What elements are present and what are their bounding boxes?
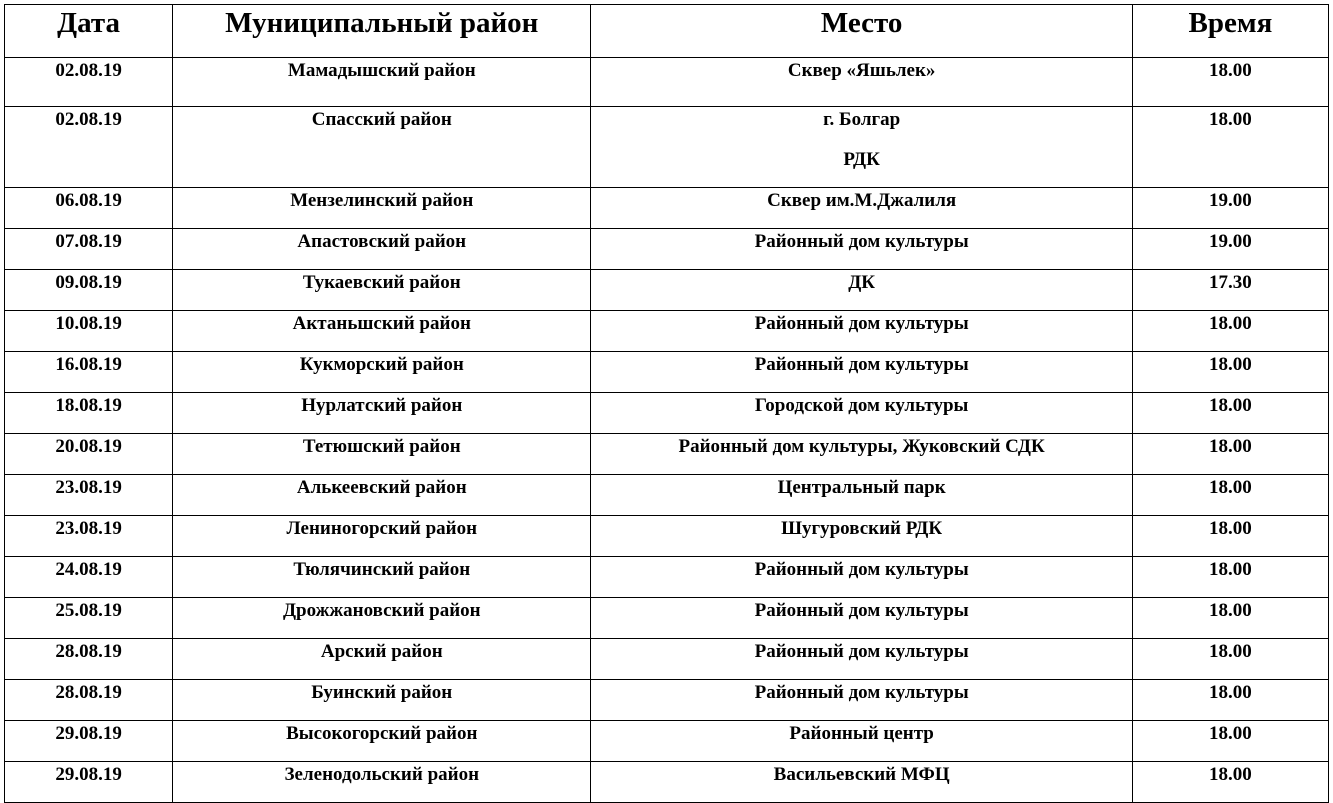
cell-place	[591, 107, 1132, 188]
cell-date: 24.08.19	[5, 557, 173, 598]
cell-time: 18.00	[1132, 516, 1328, 557]
cell-place	[591, 270, 1132, 311]
place-line: Городской дом культуры	[754, 395, 969, 416]
cell-district: Арский район	[173, 639, 591, 680]
table-row	[5, 639, 1329, 680]
cell-time: 18.00	[1132, 475, 1328, 516]
table-row	[5, 188, 1329, 229]
cell-district: Мензелинский район	[173, 188, 591, 229]
cell-time: 18.00	[1132, 721, 1328, 762]
cell-time: 18.00	[1132, 434, 1328, 475]
place-line: ДК	[848, 272, 876, 293]
cell-date: 09.08.19	[5, 270, 173, 311]
cell-place	[591, 598, 1132, 639]
cell-place	[591, 229, 1132, 270]
place-line: Васильевский МФЦ	[773, 764, 950, 785]
place-line: Районный центр	[789, 723, 934, 744]
table-row	[5, 229, 1329, 270]
place-line: Районный дом культуры	[754, 600, 969, 621]
place-line: Районный дом культуры, Жуковский СДК	[678, 436, 1045, 457]
cell-district: Кукморский район	[173, 352, 591, 393]
cell-date: 02.08.19	[5, 58, 173, 107]
place-line: Шугуровский РДК	[781, 518, 943, 539]
cell-time: 18.00	[1132, 58, 1328, 107]
cell-date: 29.08.19	[5, 762, 173, 803]
place-line: Районный дом культуры	[754, 231, 969, 252]
cell-district: Тукаевский район	[173, 270, 591, 311]
cell-district: Лениногорский район	[173, 516, 591, 557]
cell-date: 28.08.19	[5, 639, 173, 680]
cell-place	[591, 352, 1132, 393]
table-row	[5, 762, 1329, 803]
cell-date: 28.08.19	[5, 680, 173, 721]
cell-place	[591, 557, 1132, 598]
cell-date: 18.08.19	[5, 393, 173, 434]
cell-district: Дрожжановский район	[173, 598, 591, 639]
table-row	[5, 721, 1329, 762]
place-line: Сквер им.М.Джалиля	[767, 190, 957, 211]
header-time: Время	[1132, 5, 1328, 58]
cell-time: 18.00	[1132, 598, 1328, 639]
cell-district: Высокогорский район	[173, 721, 591, 762]
cell-date: 10.08.19	[5, 311, 173, 352]
cell-place	[591, 58, 1132, 107]
place-line: г. Болгар	[823, 109, 901, 130]
header-place: Место	[591, 5, 1132, 58]
cell-date: 29.08.19	[5, 721, 173, 762]
cell-place	[591, 680, 1132, 721]
cell-date: 16.08.19	[5, 352, 173, 393]
cell-district: Тюлячинский район	[173, 557, 591, 598]
cell-place	[591, 516, 1132, 557]
cell-date: 06.08.19	[5, 188, 173, 229]
table-row	[5, 557, 1329, 598]
cell-date: 25.08.19	[5, 598, 173, 639]
cell-date: 02.08.19	[5, 107, 173, 188]
table-row	[5, 352, 1329, 393]
cell-place	[591, 639, 1132, 680]
cell-time: 18.00	[1132, 762, 1328, 803]
header-district: Муниципальный район	[173, 5, 591, 58]
table-row	[5, 270, 1329, 311]
cell-district: Зеленодольский район	[173, 762, 591, 803]
cell-district: Буинский район	[173, 680, 591, 721]
table-body	[5, 58, 1329, 803]
place-line-secondary: РДК	[843, 149, 880, 170]
table-row	[5, 311, 1329, 352]
cell-district: Спасский район	[173, 107, 591, 188]
cell-time: 17.30	[1132, 270, 1328, 311]
header-date: Дата	[5, 5, 173, 58]
table-row	[5, 516, 1329, 557]
table-row	[5, 680, 1329, 721]
table-row	[5, 434, 1329, 475]
cell-time: 18.00	[1132, 557, 1328, 598]
cell-place	[591, 434, 1132, 475]
table-row	[5, 393, 1329, 434]
cell-time: 19.00	[1132, 188, 1328, 229]
header-row	[5, 5, 1329, 58]
cell-time: 18.00	[1132, 393, 1328, 434]
cell-time: 18.00	[1132, 311, 1328, 352]
place-line: Районный дом культуры	[754, 313, 969, 334]
place-line: Сквер «Яшьлек»	[787, 60, 936, 81]
schedule-table	[4, 4, 1329, 803]
cell-district: Нурлатский район	[173, 393, 591, 434]
place-line: Районный дом культуры	[754, 559, 969, 580]
place-line: Районный дом культуры	[754, 354, 969, 375]
cell-time: 18.00	[1132, 639, 1328, 680]
cell-district: Тетюшский район	[173, 434, 591, 475]
cell-place	[591, 762, 1132, 803]
cell-place	[591, 311, 1132, 352]
cell-place	[591, 475, 1132, 516]
cell-date: 23.08.19	[5, 475, 173, 516]
cell-date: 23.08.19	[5, 516, 173, 557]
cell-district: Мамадышский район	[173, 58, 591, 107]
cell-time: 18.00	[1132, 107, 1328, 188]
cell-district: Алькеевский район	[173, 475, 591, 516]
cell-time: 18.00	[1132, 680, 1328, 721]
place-line: Районный дом культуры	[754, 682, 969, 703]
cell-time: 18.00	[1132, 352, 1328, 393]
table-row	[5, 598, 1329, 639]
table-row	[5, 107, 1329, 188]
cell-place	[591, 393, 1132, 434]
cell-time: 19.00	[1132, 229, 1328, 270]
table-row	[5, 475, 1329, 516]
cell-date: 20.08.19	[5, 434, 173, 475]
table-row	[5, 58, 1329, 107]
cell-district: Актаньшский район	[173, 311, 591, 352]
cell-place	[591, 721, 1132, 762]
place-line: Районный дом культуры	[754, 641, 969, 662]
cell-district: Апастовский район	[173, 229, 591, 270]
cell-place	[591, 188, 1132, 229]
cell-date: 07.08.19	[5, 229, 173, 270]
place-line: Центральный парк	[777, 477, 946, 498]
